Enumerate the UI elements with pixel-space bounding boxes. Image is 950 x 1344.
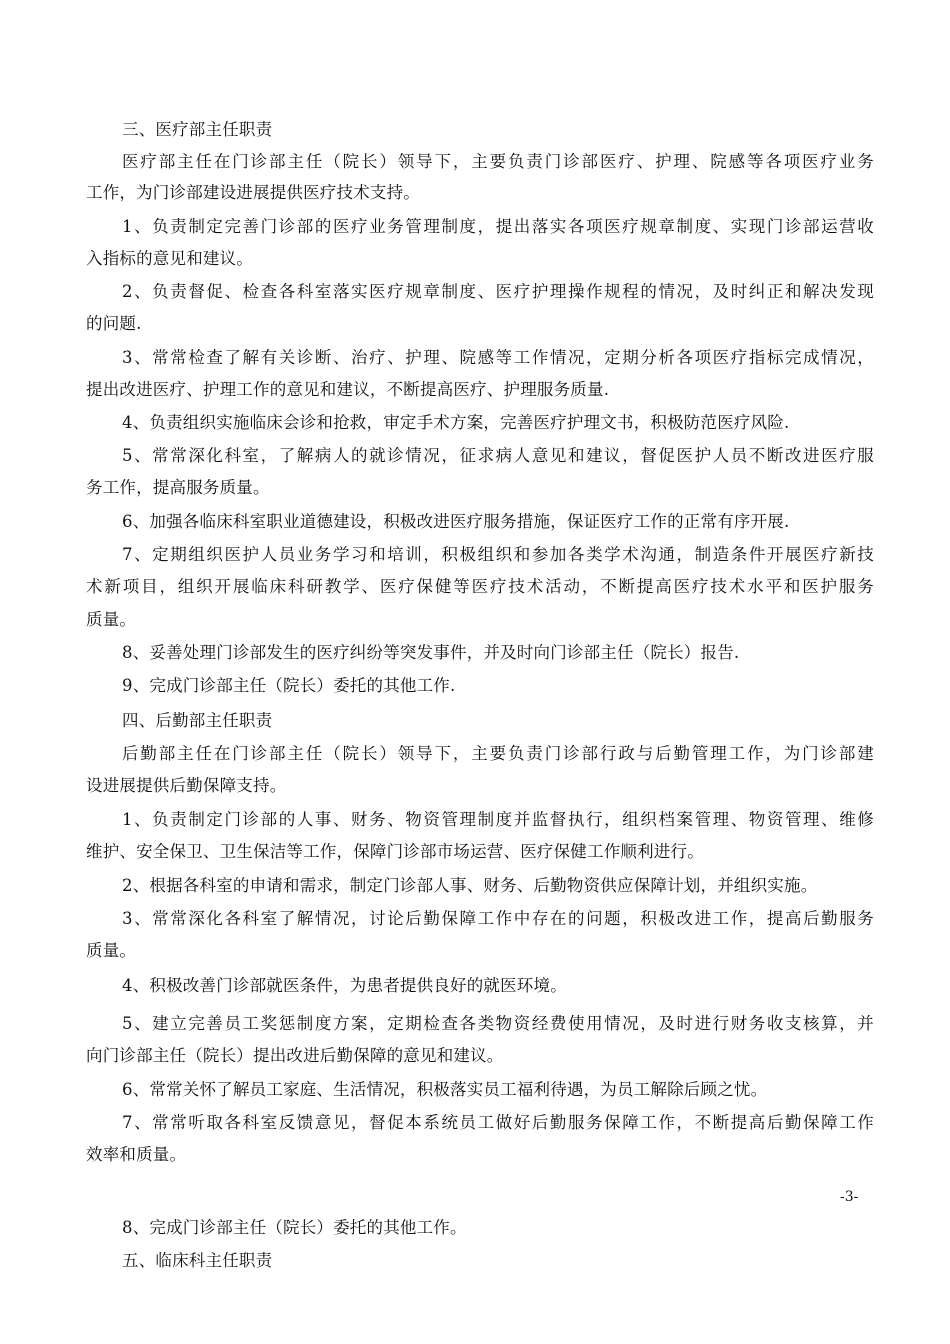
paragraph-line: 提出改进医疗、护理工作的意见和建议，不断提高医疗、护理服务质量. (86, 380, 610, 399)
paragraph-line: 4、负责组织实施临床会诊和抢救，审定手术方案，完善医疗护理文书，积极防范医疗风险. (122, 413, 790, 432)
section-heading: 三、医疗部主任职责 (122, 120, 273, 139)
paragraph-line: 2、负责督促、检查各科室落实医疗规章制度、医疗护理操作规程的情况，及时纠正和解决发现 (122, 282, 874, 301)
paragraph-line: 8、完成门诊部主任（院长）委托的其他工作。 (122, 1218, 467, 1237)
paragraph-line: 1、负责制定完善门诊部的医疗业务管理制度，提出落实各项医疗规章制度、实现门诊部运营收 (122, 217, 874, 236)
paragraph-line: 9、完成门诊部主任（院长）委托的其他工作. (122, 676, 456, 695)
paragraph-line: 入指标的意见和建议。 (86, 249, 253, 268)
paragraph-line: 术新项目，组织开展临床科研教学、医疗保健等医疗技术活动，不断提高医疗技术水平和医护服务 (86, 577, 874, 596)
paragraph-line: 5、常常深化科室，了解病人的就诊情况，征求病人意见和建议，督促医护人员不断改进医疗服 (122, 446, 874, 465)
paragraph-line: 后勤部主任在门诊部主任（院长）领导下，主要负责门诊部行政与后勤管理工作，为门诊部建 (122, 744, 874, 763)
page-number: -3- (840, 1189, 859, 1205)
section-heading: 四、后勤部主任职责 (122, 711, 273, 730)
paragraph-line: 维护、安全保卫、卫生保洁等工作，保障门诊部市场运营、医疗保健工作顺利进行。 (86, 842, 704, 861)
paragraph-line: 2、根据各科室的申请和需求，制定门诊部人事、财务、后勤物资供应保障计划，并组织实施。 (122, 876, 818, 895)
section-heading: 五、临床科主任职责 (122, 1251, 273, 1270)
paragraph-line: 7、常常听取各科室反馈意见，督促本系统员工做好后勤服务保障工作，不断提高后勤保障工作 (122, 1113, 874, 1132)
paragraph-line: 效率和质量。 (86, 1145, 187, 1164)
paragraph-line: 的问题. (86, 314, 142, 333)
paragraph-line: 3、常常深化各科室了解情况，讨论后勤保障工作中存在的问题，积极改进工作，提高后勤服务 (122, 909, 874, 928)
paragraph-line: 质量。 (86, 610, 137, 629)
paragraph-line: 质量。 (86, 941, 137, 960)
paragraph-line: 4、积极改善门诊部就医条件，为患者提供良好的就医环境。 (122, 976, 567, 995)
paragraph-line: 务工作，提高服务质量。 (86, 478, 270, 497)
paragraph-line: 7、定期组织医护人员业务学习和培训，积极组织和参加各类学术沟通，制造条件开展医疗新技 (122, 545, 874, 564)
paragraph-line: 工作，为门诊部建设进展提供医疗技术支持。 (86, 183, 420, 202)
paragraph-line: 1、负责制定门诊部的人事、财务、物资管理制度并监督执行，组织档案管理、物资管理、维修 (122, 810, 874, 829)
paragraph-line: 设进展提供后勤保障支持。 (86, 776, 287, 795)
paragraph-line: 医疗部主任在门诊部主任（院长）领导下，主要负责门诊部医疗、护理、院感等各项医疗业务 (122, 152, 874, 171)
paragraph-line: 3、常常检查了解有关诊断、治疗、护理、院感等工作情况，定期分析各项医疗指标完成情况， (122, 348, 874, 367)
paragraph-line: 6、加强各临床科室职业道德建设，积极改进医疗服务措施，保证医疗工作的正常有序开展. (122, 512, 790, 531)
paragraph-line: 6、常常关怀了解员工家庭、生活情况，积极落实员工福利待遇，为员工解除后顾之忧。 (122, 1080, 768, 1099)
paragraph-line: 8、妥善处理门诊部发生的医疗纠纷等突发事件，并及时向门诊部主任（院长）报告. (122, 643, 740, 662)
paragraph-line: 向门诊部主任（院长）提出改进后勤保障的意见和建议。 (86, 1046, 504, 1065)
paragraph-line: 5、建立完善员工奖惩制度方案，定期检查各类物资经费使用情况，及时进行财务收支核算，并 (122, 1014, 874, 1033)
